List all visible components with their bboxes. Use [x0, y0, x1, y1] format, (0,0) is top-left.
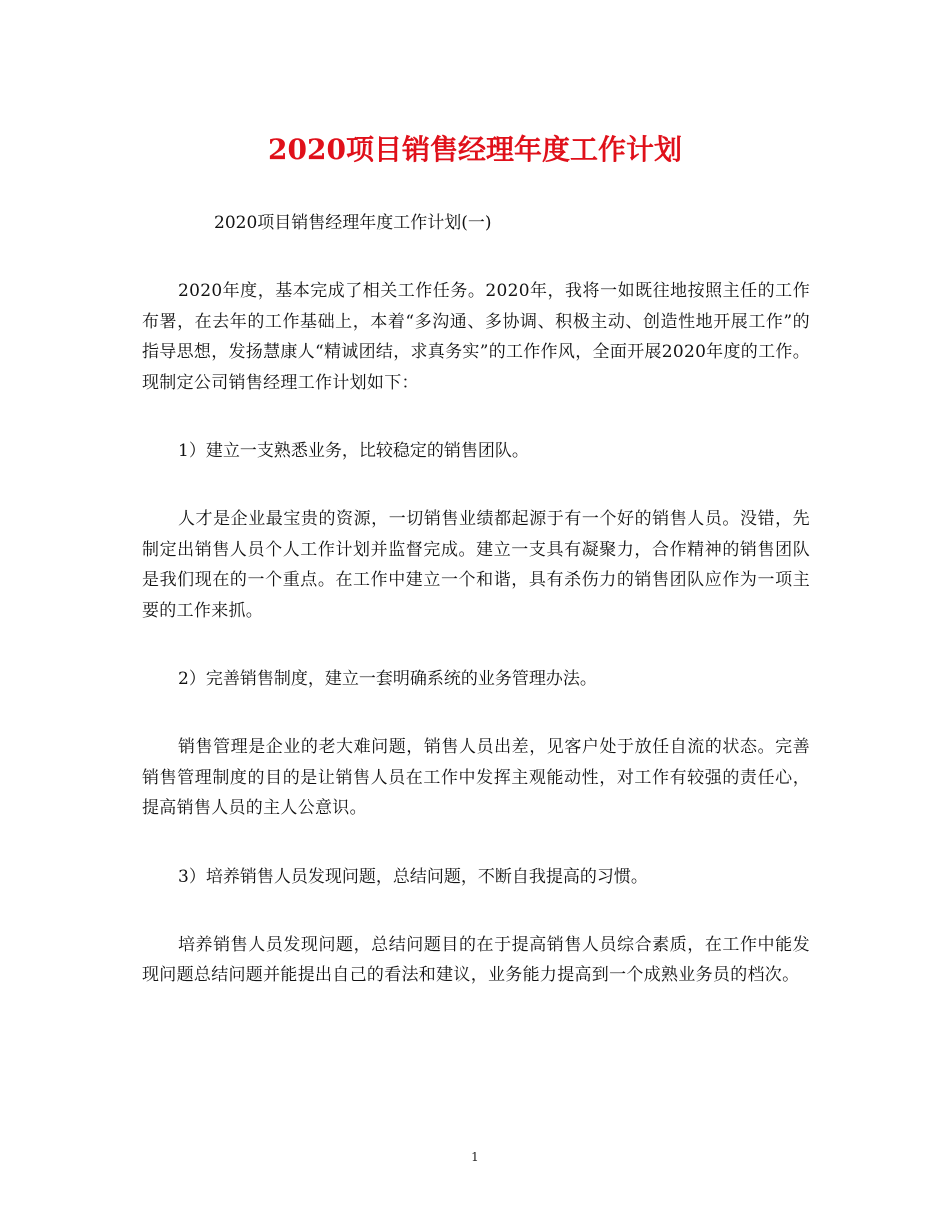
document-body: [142, 208, 810, 1029]
intro-paragraph: 2020年度，基本完成了相关工作任务。2020年，我将一如既往地按照主任的工作布署，在去年的工作基础上，本着“多沟通、多协调、积极主动、创造性地开展工作”的指导思想，发扬慧康人“精诚团结，求真务实”的工作作风，全面开展2020年度的工作。现制定公司销售经理工作计划如下：: [142, 281, 810, 393]
section-paragraph-3: 培养销售人员发现问题，总结问题目的在于提高销售人员综合素质，在工作中能发现问题总结问题并能提出自己的看法和建议，业务能力提高到一个成熟业务员的档次。: [142, 934, 810, 985]
section-paragraph-1: 人才是企业最宝贵的资源，一切销售业绩都起源于有一个好的销售人员。没错，先制定出销售人员个人工作计划并监督完成。建立一支具有凝聚力，合作精神的销售团队是我们现在的一个重点。在工作中建立一个和谐，具有杀伤力的销售团队应作为一项主要的工作来抓。: [142, 509, 810, 621]
page-number: 1: [471, 1150, 479, 1164]
section-heading-2: 2）完善销售制度，建立一套明确系统的业务管理办法。: [178, 669, 597, 689]
document-subtitle: 2020项目销售经理年度工作计划(一): [214, 213, 492, 233]
document-title: 2020项目销售经理年度工作计划: [268, 133, 682, 166]
section-paragraph-2: 销售管理是企业的老大难问题，销售人员出差，见客户处于放任自流的状态。完善销售管理制度的目的是让销售人员在工作中发挥主观能动性，对工作有较强的责任心，提高销售人员的主人公意识。: [142, 737, 810, 818]
section-heading-1: 1）建立一支熟悉业务，比较稳定的销售团队。: [178, 441, 529, 461]
section-heading-3: 3）培养销售人员发现问题，总结问题，不断自我提高的习惯。: [178, 866, 648, 887]
